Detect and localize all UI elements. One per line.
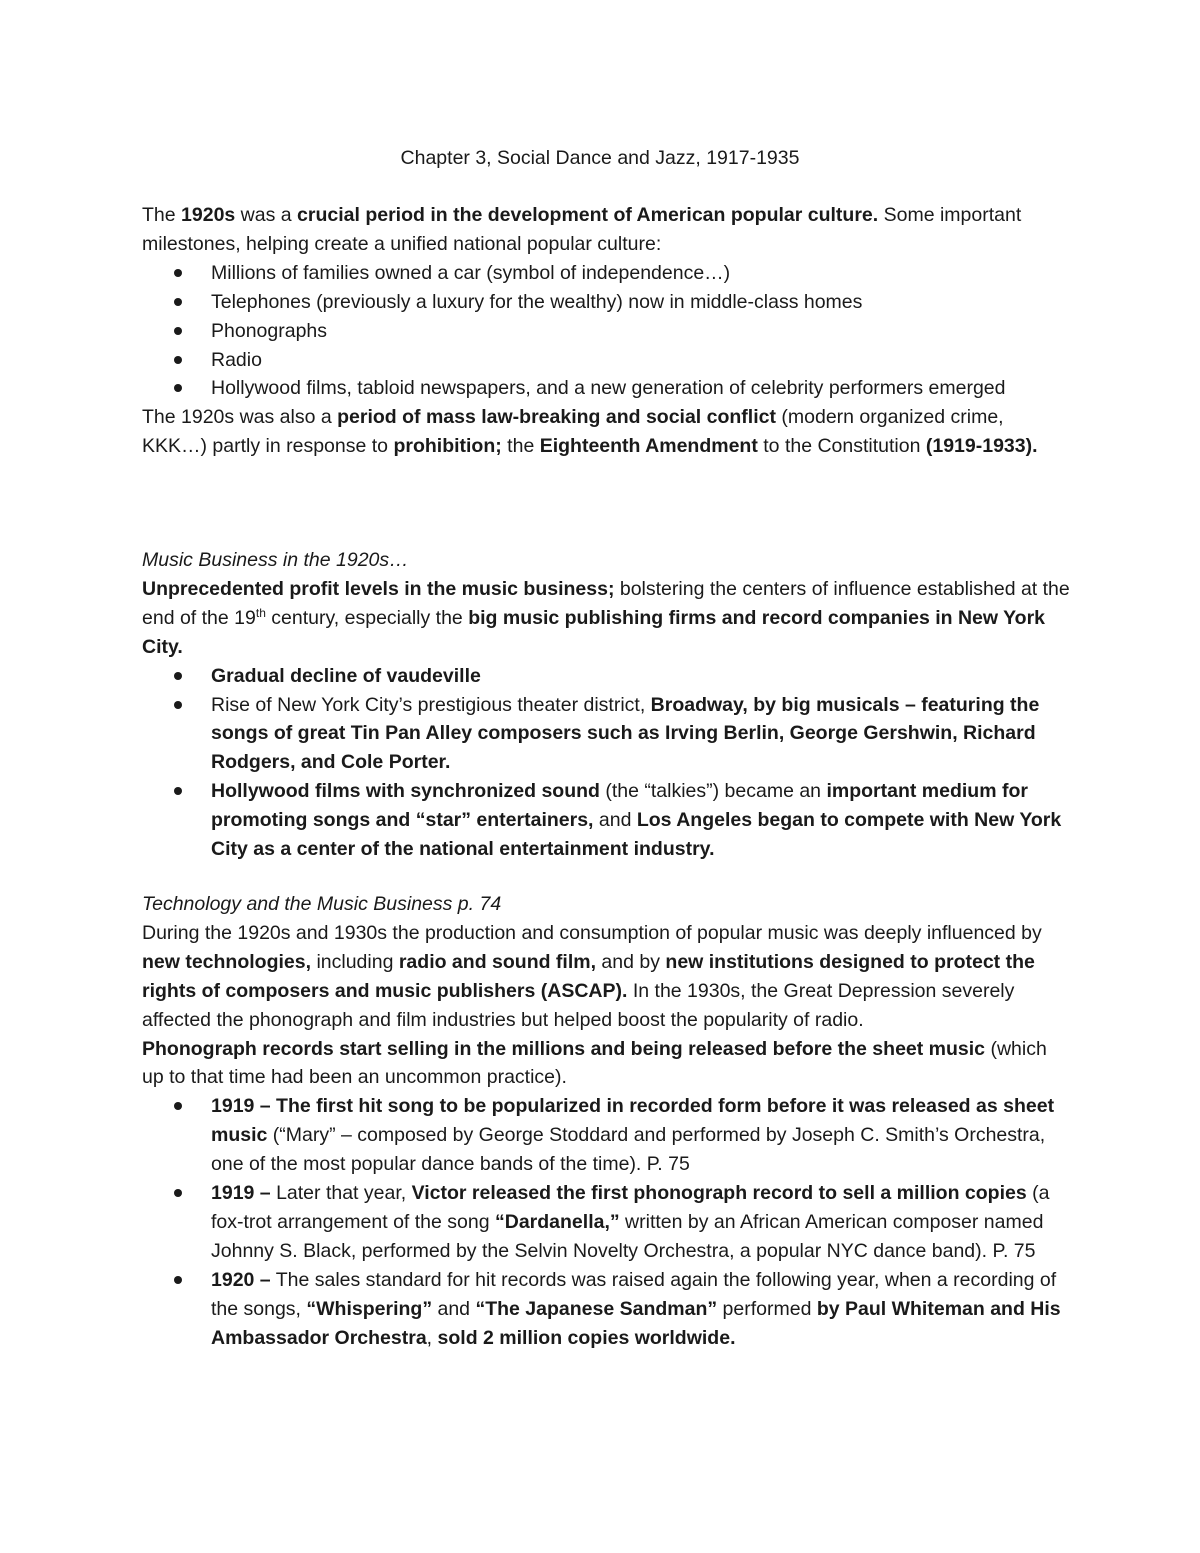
technology-list bbox=[142, 1092, 1072, 1352]
section-heading: Technology and the Music Business p. 74 bbox=[142, 893, 502, 915]
intro-paragraph: The 1920s was a crucial period in the development of American popular culture. Some important milestones, helping create a unified national popular culture: bbox=[142, 204, 1022, 255]
list-item: Hollywood films with synchronized sound (the “talkies”) became an important medium for promoting songs and “star” entertainers, and Los Angeles began to compete with New York City as a center of the national entertainment industry. bbox=[211, 777, 1072, 864]
chapter-title: Chapter 3, Social Dance and Jazz, 1917-1935 bbox=[400, 147, 800, 169]
list-item: Gradual decline of vaudeville bbox=[211, 662, 1072, 691]
list-item: Hollywood films, tabloid newspapers, and a new generation of celebrity performers emerged bbox=[211, 374, 1072, 403]
milestones-list bbox=[142, 259, 1072, 404]
list-item: Radio bbox=[211, 346, 1072, 375]
phonograph-paragraph: Phonograph records start selling in the millions and being released before the sheet music (which up to that time had been an uncommon practice). bbox=[142, 1037, 1047, 1089]
music-business-section bbox=[142, 546, 1072, 864]
music-business-list bbox=[142, 662, 1072, 864]
list-item: Millions of families owned a car (symbol of independence…) bbox=[211, 259, 1072, 288]
prohibition-paragraph: The 1920s was also a period of mass law-breaking and social conflict (modern organized crime, KKK…) partly in response to prohibition; the Eighteenth Amendment to the Constitution (1919-1933). bbox=[142, 406, 1038, 458]
technology-paragraph: During the 1920s and 1930s the production and consumption of popular music was deeply influenced by new technologies, including radio and sound film, and by new institutions designed to protect the rights of composers and music publishers (ASCAP). In the 1930s, the Great Depression severely affected the phonograph and film industries but helped boost the popularity of radio. bbox=[142, 921, 1042, 1031]
section-heading: Music Business in the 1920s… bbox=[142, 549, 409, 571]
list-item: Phonographs bbox=[211, 317, 1072, 346]
list-item: 1919 – Later that year, Victor released the first phonograph record to sell a million copies (a fox-trot arrangement of the song “Dardanella,” written by an African American composer named Johnny S. Black, performed by the Selvin Novelty Orchestra, a popular NYC dance band). P. 75 bbox=[211, 1179, 1072, 1266]
technology-section bbox=[142, 890, 1072, 1353]
list-item: 1919 – The first hit song to be popularized in recorded form before it was released as sheet music (“Mary” – composed by George Stoddard and performed by Joseph C. Smith’s Orchestra, one of the most popular dance bands of the time). P. 75 bbox=[211, 1092, 1072, 1179]
list-item: 1920 – The sales standard for hit records was raised again the following year, when a recording of the songs, “Whispering” and “The Japanese Sandman” performed by Paul Whiteman and His Ambassador Orchestra, sold 2 million copies worldwide. bbox=[211, 1266, 1072, 1353]
list-item: Telephones (previously a luxury for the wealthy) now in middle-class homes bbox=[211, 288, 1072, 317]
intro-section bbox=[142, 201, 1072, 461]
music-business-paragraph: Unprecedented profit levels in the music business; bolstering the centers of influence established at the end of the 19th century, especially the big music publishing firms and record companies in New York City. bbox=[142, 577, 1070, 658]
list-item: Rise of New York City’s prestigious theater district, Broadway, by big musicals – featuring the songs of great Tin Pan Alley composers such as Irving Berlin, George Gershwin, Richard Rodgers, and Cole Porter. bbox=[211, 691, 1072, 778]
